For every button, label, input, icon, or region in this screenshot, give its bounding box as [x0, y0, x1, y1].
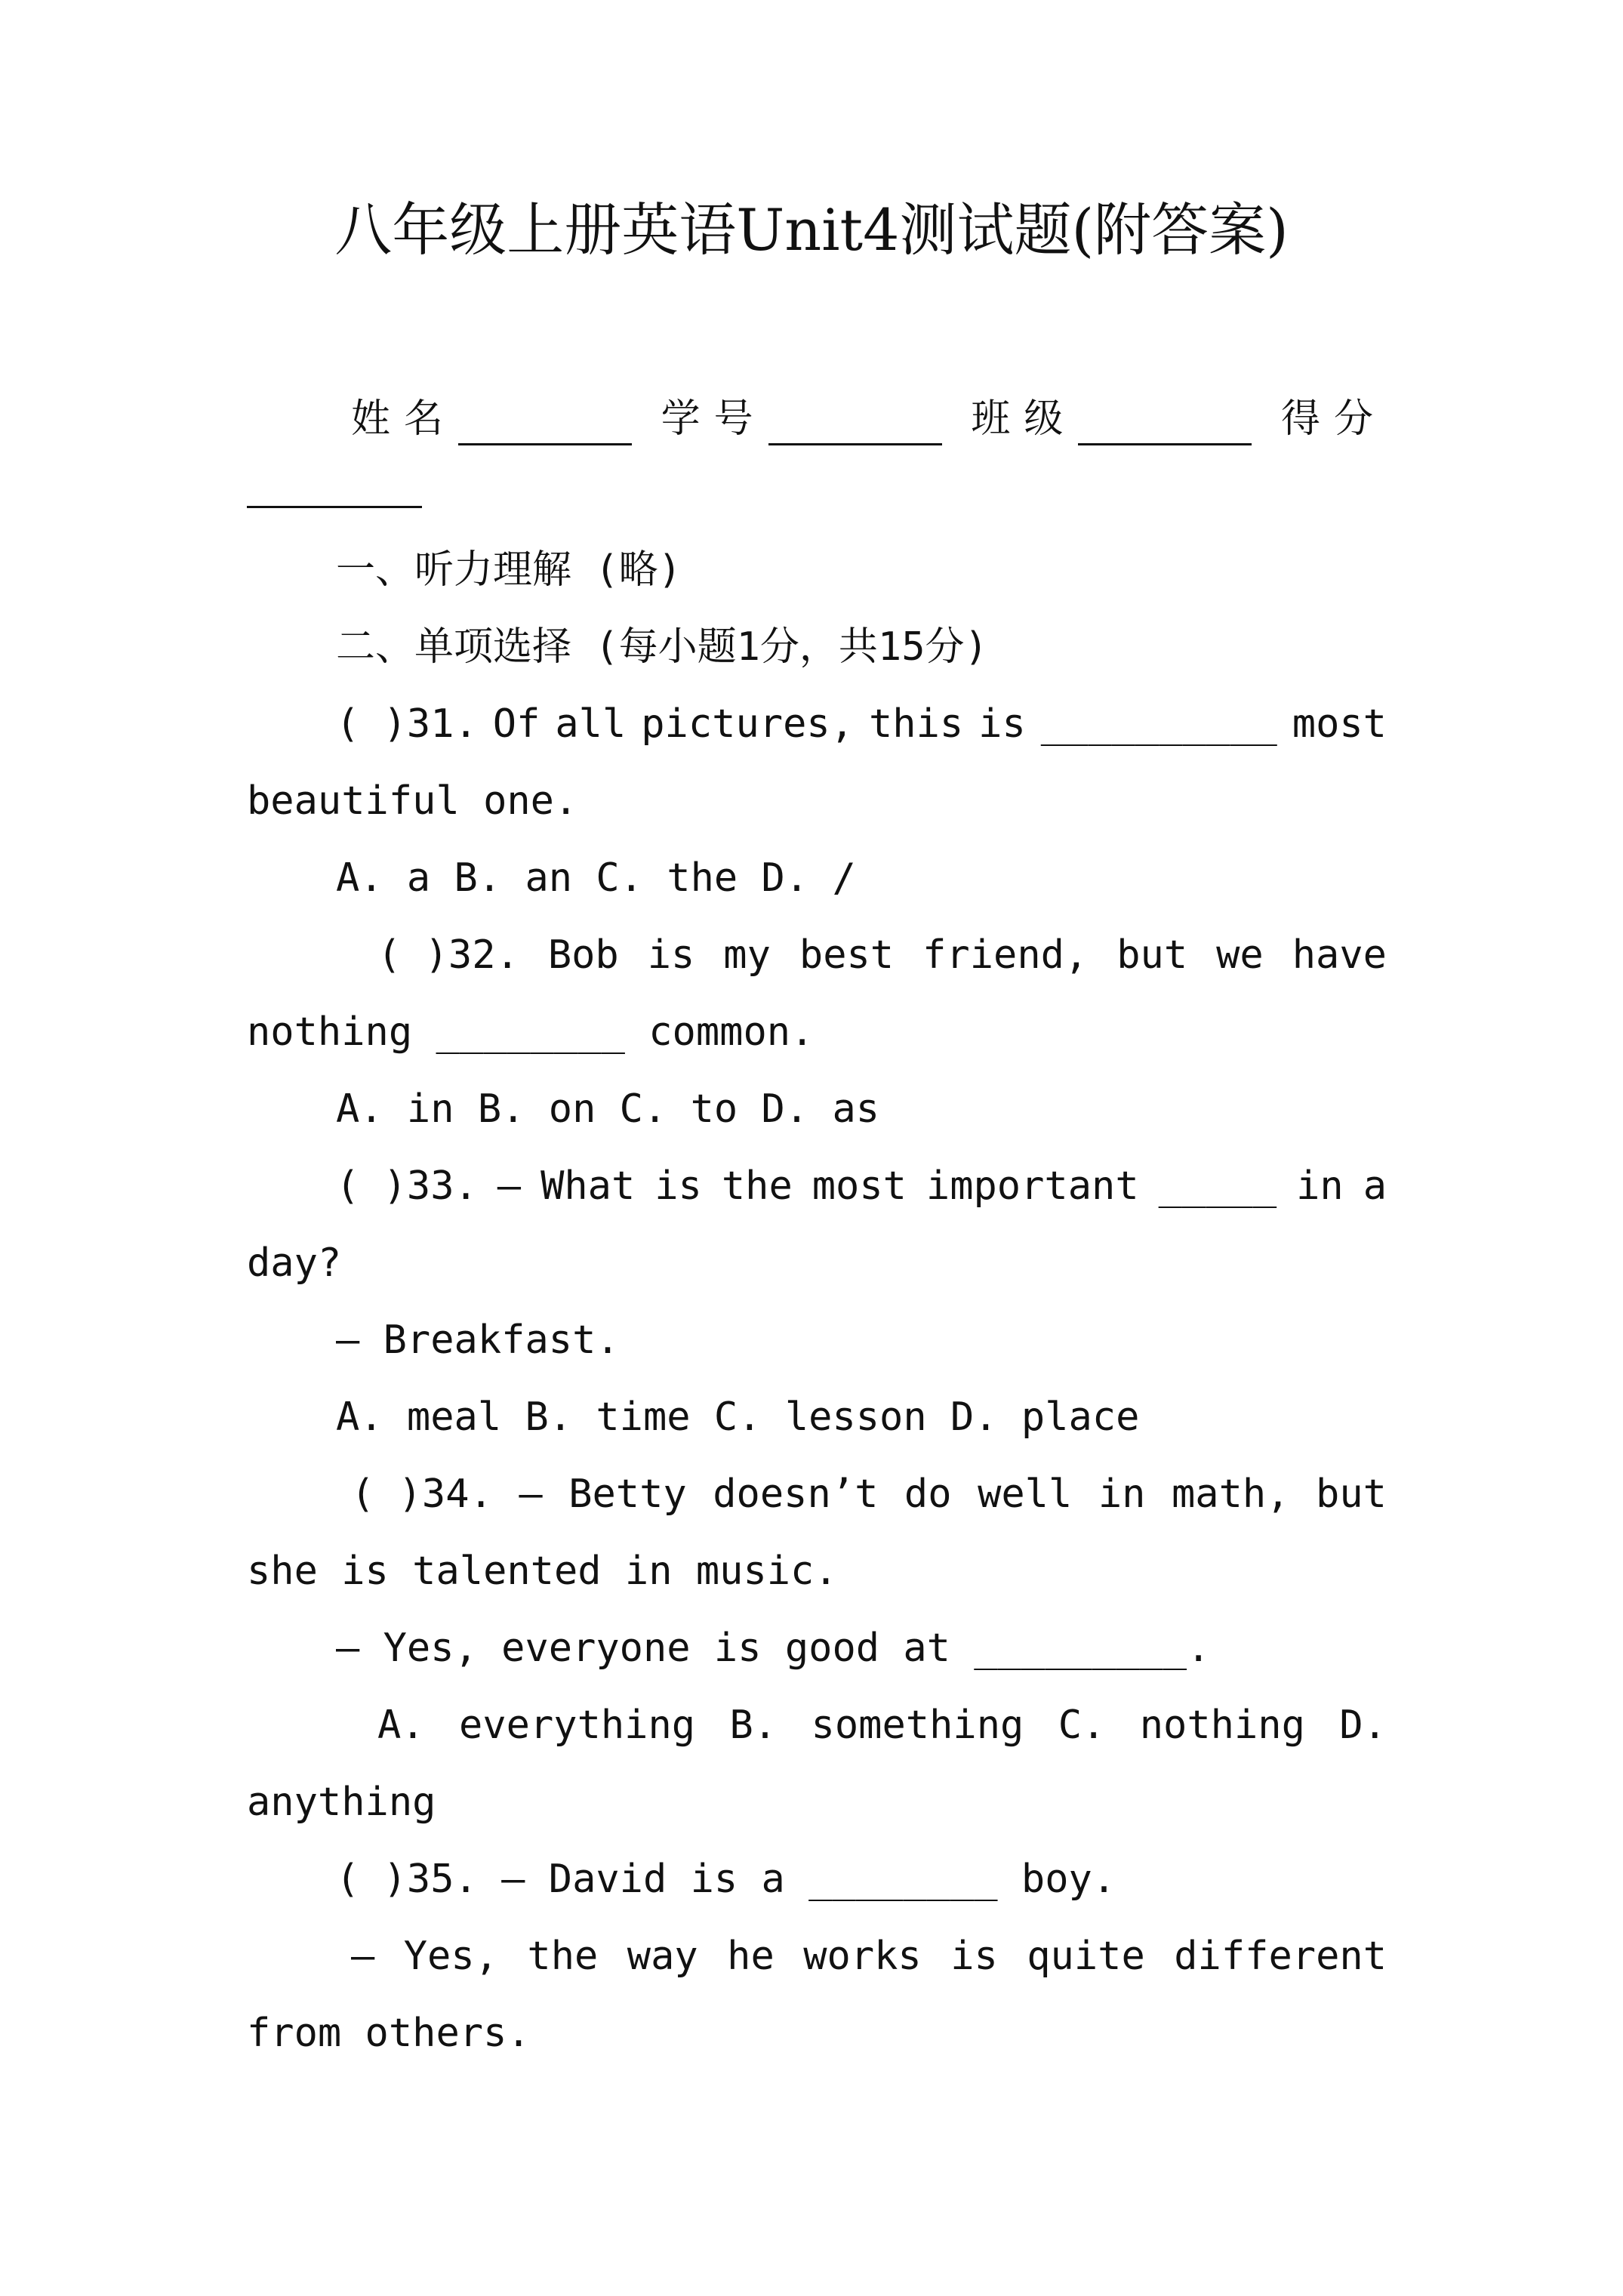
- question-33-stem-cont: day?: [247, 1240, 342, 1286]
- q33-word: —: [497, 1163, 522, 1209]
- q32-word: ( )32.: [377, 932, 519, 978]
- question-34-stem-cont: she is talented in music.: [247, 1549, 838, 1594]
- question-31-stem-cont: beautiful one.: [247, 778, 578, 824]
- q32-word: friend,: [922, 932, 1089, 978]
- q34-option: something: [811, 1703, 1024, 1748]
- question-35-reply: [351, 1930, 1387, 1983]
- student-info-row: [351, 385, 1387, 445]
- name-field[interactable]: [351, 393, 632, 445]
- q35-word: way: [627, 1934, 698, 1979]
- q31-word: all: [555, 701, 627, 747]
- question-34-options: [377, 1699, 1387, 1752]
- q35-word: Yes,: [403, 1934, 498, 1979]
- question-34-options-cont: anything: [247, 1780, 436, 1825]
- q32-word: is: [647, 932, 695, 978]
- q34-word: ( )34.: [351, 1472, 493, 1517]
- q34-option: everything: [459, 1703, 696, 1748]
- q33-word: is: [654, 1163, 702, 1209]
- question-33-options: A. meal B. time C. lesson D. place: [336, 1395, 1140, 1440]
- question-32-options: A. in B. on C. to D. as: [336, 1086, 880, 1132]
- q31-word: pictures,: [641, 701, 855, 747]
- question-33-reply: — Breakfast.: [336, 1318, 620, 1363]
- q31-blank[interactable]: __________: [1040, 701, 1277, 747]
- q32-word: my: [723, 932, 771, 978]
- q31-word: ( )31.: [336, 701, 478, 747]
- question-31-stem: [336, 698, 1387, 750]
- q33-word: a: [1363, 1163, 1387, 1209]
- section-2-heading: 二、单项选择 (每小题1分，共15分): [336, 624, 988, 670]
- question-33-stem: [336, 1160, 1387, 1213]
- q31-word: this: [868, 701, 964, 747]
- q33-word: in: [1296, 1163, 1344, 1209]
- question-34-reply: — Yes, everyone is good at _________.: [336, 1626, 1211, 1671]
- name-label: 姓名: [351, 396, 457, 442]
- score-field[interactable]: [1281, 393, 1387, 445]
- class-field[interactable]: [971, 393, 1252, 445]
- q34-option: nothing: [1139, 1703, 1305, 1748]
- student-id-blank[interactable]: [768, 401, 942, 445]
- q34-word: but: [1316, 1472, 1387, 1517]
- q34-option: C.: [1058, 1703, 1106, 1748]
- question-32-stem: [377, 929, 1387, 982]
- section-1-heading: 一、听力理解 (略): [336, 547, 682, 593]
- q31-word: is: [978, 701, 1026, 747]
- student-id-field[interactable]: [661, 393, 942, 445]
- q33-word: What: [540, 1163, 636, 1209]
- score-label: 得分: [1280, 396, 1387, 442]
- q34-word: do: [904, 1472, 952, 1517]
- q32-word: best: [799, 932, 895, 978]
- student-id-label: 学号: [661, 396, 767, 442]
- question-34-stem: [351, 1468, 1387, 1521]
- q31-word: Of: [492, 701, 540, 747]
- q35-word: is: [950, 1934, 998, 1979]
- q34-word: —: [519, 1472, 543, 1517]
- question-31-options: A. a B. an C. the D. /: [336, 855, 856, 901]
- class-label: 班级: [971, 396, 1077, 442]
- q31-word: most: [1292, 701, 1387, 747]
- q33-word: the: [721, 1163, 793, 1209]
- name-blank[interactable]: [458, 401, 632, 445]
- q35-word: works: [803, 1934, 922, 1979]
- document-title: 八年级上册英语Unit4测试题(附答案): [334, 196, 1289, 264]
- q34-word: well: [978, 1472, 1073, 1517]
- q34-option: A.: [377, 1703, 425, 1748]
- q35-word: the: [527, 1934, 599, 1979]
- q34-word: Betty: [568, 1472, 687, 1517]
- q34-word: math,: [1171, 1472, 1290, 1517]
- question-32-stem-cont: nothing ________ common.: [247, 1009, 815, 1055]
- q34-word: in: [1098, 1472, 1146, 1517]
- q32-word: Bob: [547, 932, 619, 978]
- question-35-reply-cont: from others.: [247, 2011, 531, 2056]
- q34-option: B.: [729, 1703, 778, 1748]
- question-35-stem: ( )35. — David is a ________ boy.: [336, 1857, 1116, 1902]
- q35-word: quite: [1027, 1934, 1145, 1979]
- q32-word: but: [1116, 932, 1188, 978]
- q34-option: D.: [1339, 1703, 1387, 1748]
- q33-blank[interactable]: _____: [1158, 1163, 1277, 1209]
- class-blank[interactable]: [1078, 401, 1252, 445]
- q35-word: he: [727, 1934, 775, 1979]
- q33-word: ( )33.: [336, 1163, 478, 1209]
- q35-word: —: [351, 1934, 375, 1979]
- q34-word: doesn’t: [713, 1472, 879, 1517]
- q33-word: most: [812, 1163, 907, 1209]
- score-blank[interactable]: [247, 504, 422, 508]
- q32-word: have: [1292, 932, 1387, 978]
- q33-word: important: [925, 1163, 1139, 1209]
- q32-word: we: [1216, 932, 1264, 978]
- q35-word: different: [1174, 1934, 1387, 1979]
